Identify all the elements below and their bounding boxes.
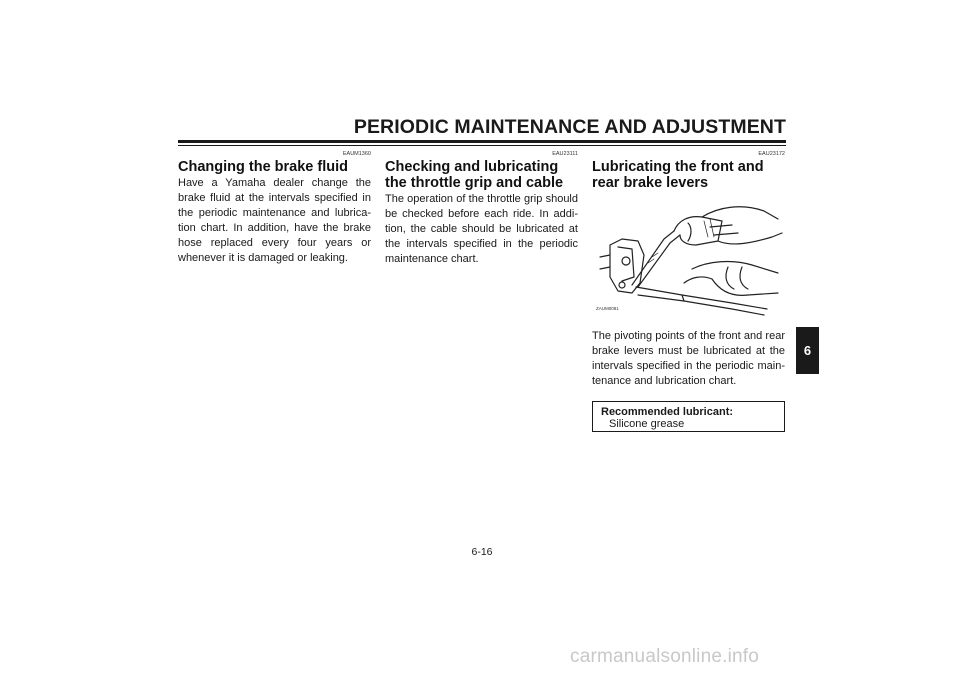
lever-grease-drawing [592, 197, 785, 325]
section-body: The pivoting points of the front and rear brake levers must be lubricated at the intervals specified in the periodic main-tenance and lubrication chart. [592, 330, 785, 387]
lever-lubrication-illustration [592, 197, 785, 325]
lubricant-value: Silicone grease [609, 418, 685, 430]
section-heading: Lubricating the front and rear brake levers [592, 159, 764, 191]
page-number: 6-16 [471, 546, 493, 558]
lubricant-label: Recommended lubricant: [601, 406, 734, 418]
section-brake-fluid [178, 150, 371, 266]
watermark-text: carmanualsonline.info [570, 646, 760, 667]
section-brake-levers [592, 150, 785, 432]
section-body: Have a Yamaha dealer change the brake fluid at the intervals specified in the periodic maintenance and lubrica-tion chart. In addition, have the brake hose replaced every four years or whenever it is damaged or leaking. [178, 177, 371, 264]
section-throttle-grip [385, 150, 578, 267]
page-header-title: PERIODIC MAINTENANCE AND ADJUSTMENT [353, 116, 786, 138]
header-rule-thin [178, 145, 786, 146]
chapter-tab: 6 [796, 327, 819, 374]
section-code: EAU23111 [552, 151, 578, 157]
illustration-code: ZAUM0081 [596, 306, 619, 311]
header-rule-thick [178, 140, 786, 143]
section-body: The operation of the throttle grip should be checked before each ride. In addi-tion, the cable should be lubricated at the intervals specified in the periodic maintenance chart. [385, 193, 578, 265]
section-heading: Checking and lubricating the throttle grip and cable [385, 159, 564, 191]
section-heading: Changing the brake fluid [178, 159, 348, 175]
recommended-lubricant-box [592, 401, 785, 432]
section-code: EAUM1360 [342, 151, 371, 157]
section-code: EAU23172 [758, 151, 785, 157]
